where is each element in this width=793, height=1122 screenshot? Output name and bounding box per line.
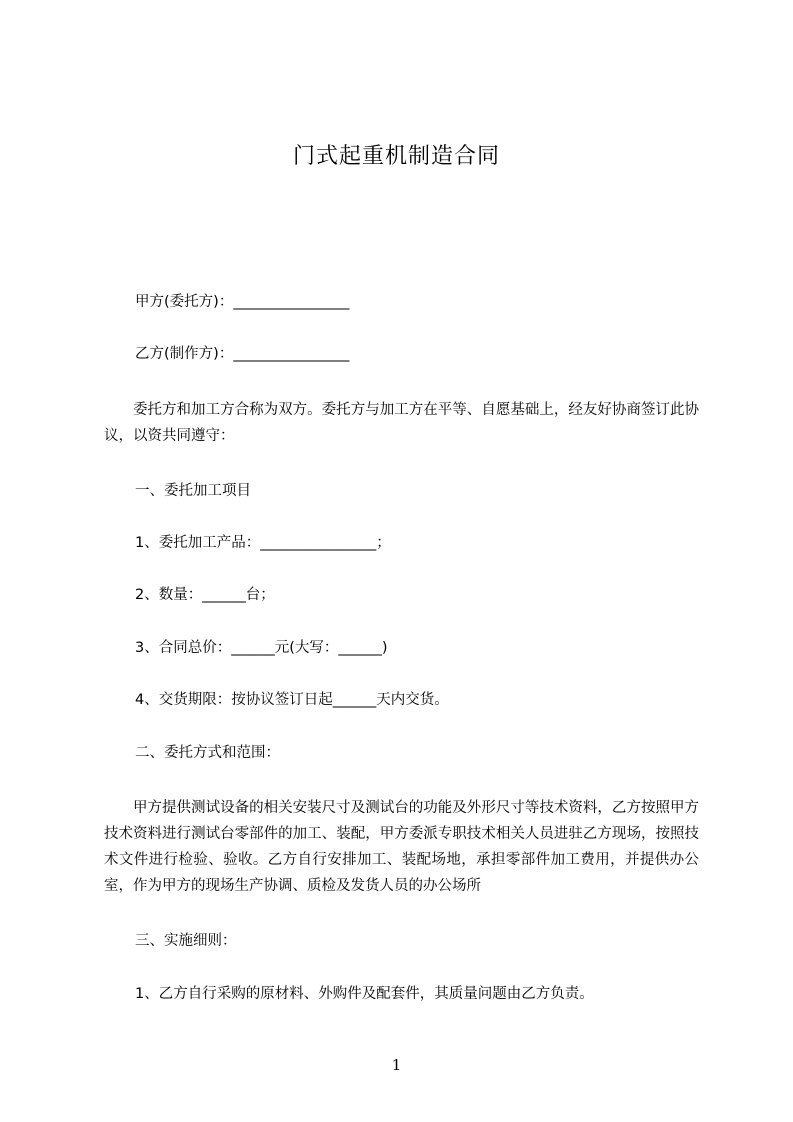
section-1-item-3: 3、合同总价：______元(大写：______) [135, 640, 388, 656]
section-2-paragraph: 甲方提供测试设备的相关安装尺寸及测试台的功能及外形尺寸等技术资料，乙方按照甲方技术资料进行测试台零部件的加工、装配，甲方委派专职技术相关人员进驻乙方现场，按照技术文件进行检验、验收。乙方自行安排加工、装配场地，承担零部件加工费用，并提供办公室，作为甲方的现场生产协调、质检及发货人员的办公场所 [104, 800, 699, 894]
section-3-item-1: 1、乙方自行采购的原材料、外购件及配套件，其质量问题由乙方负责。 [135, 986, 594, 1002]
page-number: 1 [391, 1056, 402, 1074]
intro-paragraph: 委托方和加工方合称为双方。委托方与加工方在平等、自愿基础上，经友好协商签订此协议，以资共同遵守： [104, 402, 699, 444]
document-title: 门式起重机制造合同 [292, 144, 500, 169]
section-1-item-4: 4、交货期限：按协议签订日起______天内交货。 [135, 692, 449, 708]
party-a-line: 甲方(委托方)：________________ [135, 294, 350, 310]
section-1-item-1: 1、委托加工产品：________________； [135, 535, 391, 551]
section-3-heading: 三、实施细则： [135, 933, 237, 949]
section-1-heading: 一、委托加工项目 [135, 483, 251, 499]
party-b-line: 乙方(制作方)：________________ [135, 346, 350, 362]
section-1-item-2: 2、数量：______台； [135, 587, 275, 603]
section-2-heading: 二、委托方式和范围： [135, 745, 280, 761]
